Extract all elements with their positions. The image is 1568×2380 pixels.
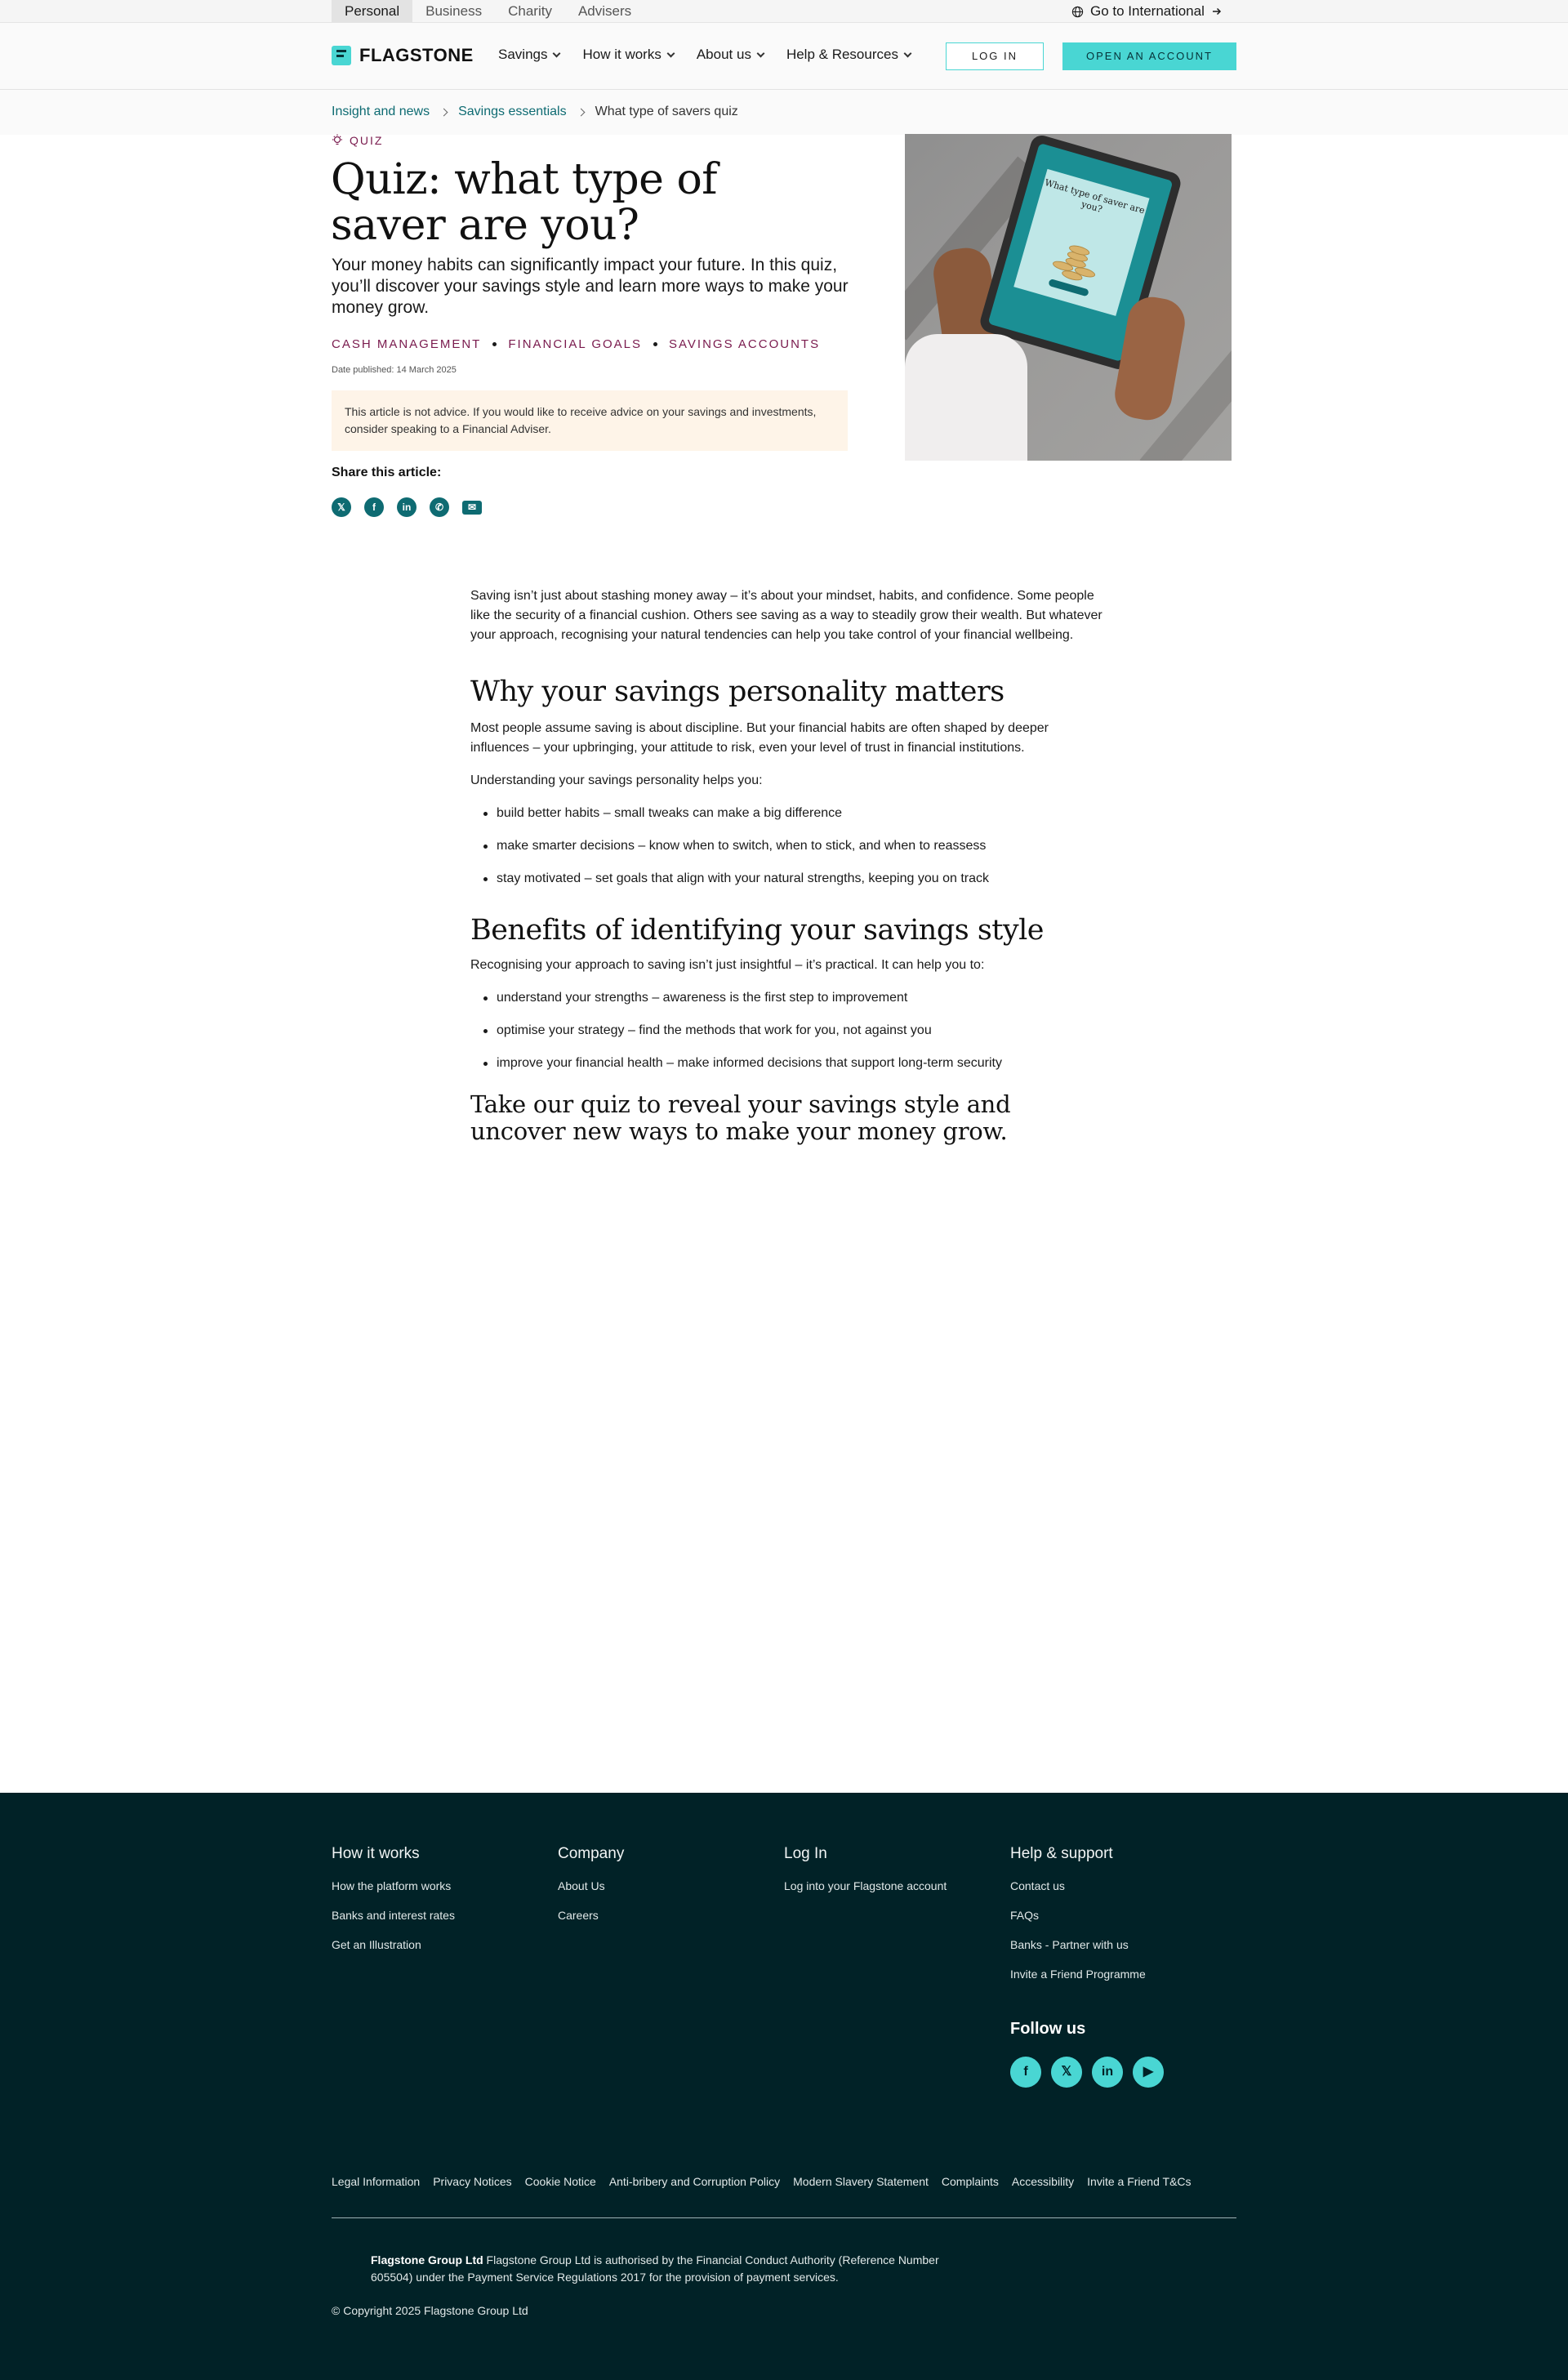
- chevron-down-icon: [666, 49, 675, 57]
- article-paragraph: Recognising your approach to saving isn’t just insightful – it’s practical. It can help you to:: [470, 958, 985, 972]
- legal-links: [332, 2175, 1192, 2188]
- log-in-button[interactable]: LOG IN: [946, 42, 1044, 70]
- heading-benefits-savings-style: Benefits of identifying your savings style: [470, 914, 1045, 947]
- legal-link[interactable]: Complaints: [941, 2175, 999, 2188]
- segment-tab-business[interactable]: Business: [425, 3, 483, 19]
- breadcrumb-savings-essentials[interactable]: Savings essentials: [458, 105, 567, 118]
- nav-help-resources[interactable]: [786, 45, 911, 65]
- article-body: [470, 586, 1107, 1145]
- footer-heading: How it works: [332, 1845, 420, 1862]
- footer-heading: Log In: [784, 1845, 827, 1862]
- nav-how-it-works-label: How it works: [582, 47, 662, 62]
- go-international-label: Go to International: [1090, 3, 1205, 19]
- x-share-icon[interactable]: 𝕏: [332, 497, 351, 517]
- legal-link[interactable]: Anti-bribery and Corruption Policy: [608, 2175, 781, 2188]
- arrow-right-icon: [1211, 6, 1223, 17]
- nav-help-resources-label: Help & Resources: [786, 47, 898, 62]
- chevron-right-icon: [577, 108, 585, 116]
- linkedin-icon[interactable]: in: [1092, 2057, 1123, 2088]
- benefits-list: [470, 804, 1107, 889]
- list-item: understand your strengths – awareness is the first step to improvement: [497, 988, 1107, 1008]
- legal-link[interactable]: Cookie Notice: [524, 2175, 596, 2188]
- list-item: build better habits – small tweaks can make a big difference: [497, 804, 1107, 823]
- facebook-share-icon[interactable]: f: [364, 497, 384, 517]
- footer-link[interactable]: Banks - Partner with us: [1010, 1938, 1129, 1951]
- footer-link[interactable]: Careers: [558, 1909, 599, 1922]
- brand-name: FLAGSTONE: [359, 45, 474, 65]
- advice-notice: This article is not advice. If you would like to receive advice on your savings and investments, consider speaking to a Financial Adviser.: [332, 390, 848, 451]
- chevron-down-icon: [904, 49, 912, 57]
- list-item: make smarter decisions – know when to switch, when to stick, and when to reassess: [497, 836, 1107, 856]
- quiz-card-illustration: [1013, 169, 1149, 316]
- heading-why-personality-matters: Why your savings personality matters: [470, 675, 1004, 708]
- lightbulb-icon: [332, 134, 343, 147]
- follow-us-heading: Follow us: [1010, 2020, 1086, 2038]
- page-lead: Your money habits can significantly impact your future. In this quiz, you’ll discover your savings style and learn more ways to make your money grow.: [332, 256, 849, 317]
- share-icons: [332, 497, 482, 517]
- footer-col-company: [558, 1845, 770, 1938]
- breadcrumb-current: What type of savers quiz: [595, 105, 738, 118]
- footer-col-how-it-works: [332, 1845, 544, 1968]
- quiz-call-to-action-heading: Take our quiz to reveal your savings style and uncover new ways to make your money grow.: [470, 1090, 1011, 1145]
- footer-link[interactable]: Get an Illustration: [332, 1938, 421, 1951]
- footer-col-help-support: [1010, 1845, 1223, 1997]
- footer-link[interactable]: FAQs: [1010, 1909, 1040, 1922]
- topic-tags: [332, 337, 820, 351]
- social-icons: [1010, 2057, 1164, 2088]
- legal-link[interactable]: Legal Information: [332, 2175, 421, 2188]
- footer-col-log-in: [784, 1845, 996, 1909]
- hero-image: [905, 134, 1232, 461]
- x-icon[interactable]: 𝕏: [1051, 2057, 1082, 2088]
- breadcrumb-insight-and-news[interactable]: Insight and news: [332, 105, 430, 118]
- quiz-tag: [332, 134, 383, 147]
- authorisation-text: Flagstone Group Ltd is authorised by the Financial Conduct Authority (Reference Number 605504) under the Payment Service Regulations 2017 for the provision of payment services.: [371, 2253, 939, 2284]
- nav-about-us-label: About us: [696, 47, 751, 62]
- article-paragraph: Understanding your savings personality helps you:: [470, 773, 763, 787]
- segment-tab-personal[interactable]: Personal: [332, 0, 412, 23]
- site-header: [0, 23, 1568, 90]
- article-paragraph: Most people assume saving is about discipline. But your financial habits are often shaped by deeper influences – your upbringing, your attitude to risk, even your level of trust in financial institutions.: [470, 721, 1049, 755]
- globe-icon: [1071, 6, 1084, 18]
- legal-link[interactable]: Modern Slavery Statement: [793, 2175, 929, 2188]
- tag-savings-accounts[interactable]: SAVINGS ACCOUNTS: [669, 337, 821, 351]
- youtube-icon[interactable]: ▶: [1133, 2057, 1164, 2088]
- tag-separator: [653, 342, 657, 346]
- chevron-down-icon: [553, 49, 561, 57]
- style-benefits-list: [470, 988, 1107, 1073]
- footer-link[interactable]: About Us: [558, 1879, 605, 1892]
- footer-divider: [332, 2217, 1236, 2218]
- footer-link[interactable]: How the platform works: [332, 1879, 452, 1892]
- quiz-start-button-illustration: [1048, 279, 1089, 296]
- article-intro: Saving isn’t just about stashing money away – it’s about your mindset, habits, and confidence. Some people like the security of a financial cushion. Others see saving as a way to steadily grow their wealth. But whatever your approach, recognising your natural tendencies can help you take control of your financial wellbeing.: [470, 589, 1102, 642]
- nav-how-it-works[interactable]: [582, 45, 673, 65]
- go-international-link[interactable]: [1071, 0, 1223, 23]
- flagstone-logo-icon: [332, 46, 351, 65]
- tag-separator: [492, 342, 497, 346]
- site-footer: [0, 1793, 1568, 2380]
- date-published: Date published: 14 March 2025: [332, 365, 457, 375]
- whatsapp-share-icon[interactable]: ✆: [430, 497, 449, 517]
- nav-savings-label: Savings: [498, 47, 548, 62]
- footer-link[interactable]: Contact us: [1010, 1879, 1065, 1892]
- open-account-button[interactable]: OPEN AN ACCOUNT: [1062, 42, 1236, 70]
- legal-link[interactable]: Privacy Notices: [433, 2175, 512, 2188]
- email-share-icon[interactable]: ✉: [462, 501, 482, 515]
- share-label: Share this article:: [332, 466, 442, 479]
- chevron-down-icon: [757, 49, 765, 57]
- footer-link[interactable]: Banks and interest rates: [332, 1909, 455, 1922]
- footer-link[interactable]: Invite a Friend Programme: [1010, 1968, 1146, 1981]
- tag-cash-management[interactable]: CASH MANAGEMENT: [332, 337, 482, 351]
- linkedin-share-icon[interactable]: in: [397, 497, 416, 517]
- segment-bar: [0, 0, 1568, 23]
- chevron-right-icon: [440, 108, 448, 116]
- page-title: Quiz: what type of saver are you?: [331, 155, 718, 250]
- facebook-icon[interactable]: f: [1010, 2057, 1041, 2088]
- list-item: stay motivated – set goals that align with your natural strengths, keeping you on track: [497, 869, 1107, 889]
- copyright: © Copyright 2025 Flagstone Group Ltd: [332, 2304, 528, 2317]
- tag-financial-goals[interactable]: FINANCIAL GOALS: [508, 337, 643, 351]
- authorisation-statement: [371, 2252, 942, 2286]
- footer-heading: Company: [558, 1845, 625, 1862]
- sleeve: [905, 334, 1027, 461]
- legal-link[interactable]: Invite a Friend T&Cs: [1087, 2175, 1192, 2188]
- quiz-card-title: What type of saver are you?: [1043, 176, 1147, 216]
- flagstone-logo[interactable]: [332, 45, 474, 66]
- main-nav: [498, 45, 911, 65]
- list-item: optimise your strategy – find the methods that work for you, not against you: [497, 1021, 1107, 1041]
- company-name: Flagstone Group Ltd: [371, 2253, 483, 2266]
- list-item: improve your financial health – make informed decisions that support long-term security: [497, 1054, 1107, 1073]
- segment-tab-advisers[interactable]: Advisers: [577, 3, 632, 19]
- footer-link[interactable]: Log into your Flagstone account: [784, 1879, 947, 1892]
- nav-about-us[interactable]: [697, 45, 764, 65]
- nav-savings[interactable]: [498, 45, 559, 65]
- segment-tabs: [332, 0, 644, 23]
- quiz-tag-label: QUIZ: [350, 134, 384, 147]
- segment-tab-charity[interactable]: Charity: [508, 3, 552, 19]
- footer-heading: Help & support: [1010, 1845, 1113, 1862]
- breadcrumb: [0, 90, 1568, 135]
- legal-link[interactable]: Accessibility: [1011, 2175, 1075, 2188]
